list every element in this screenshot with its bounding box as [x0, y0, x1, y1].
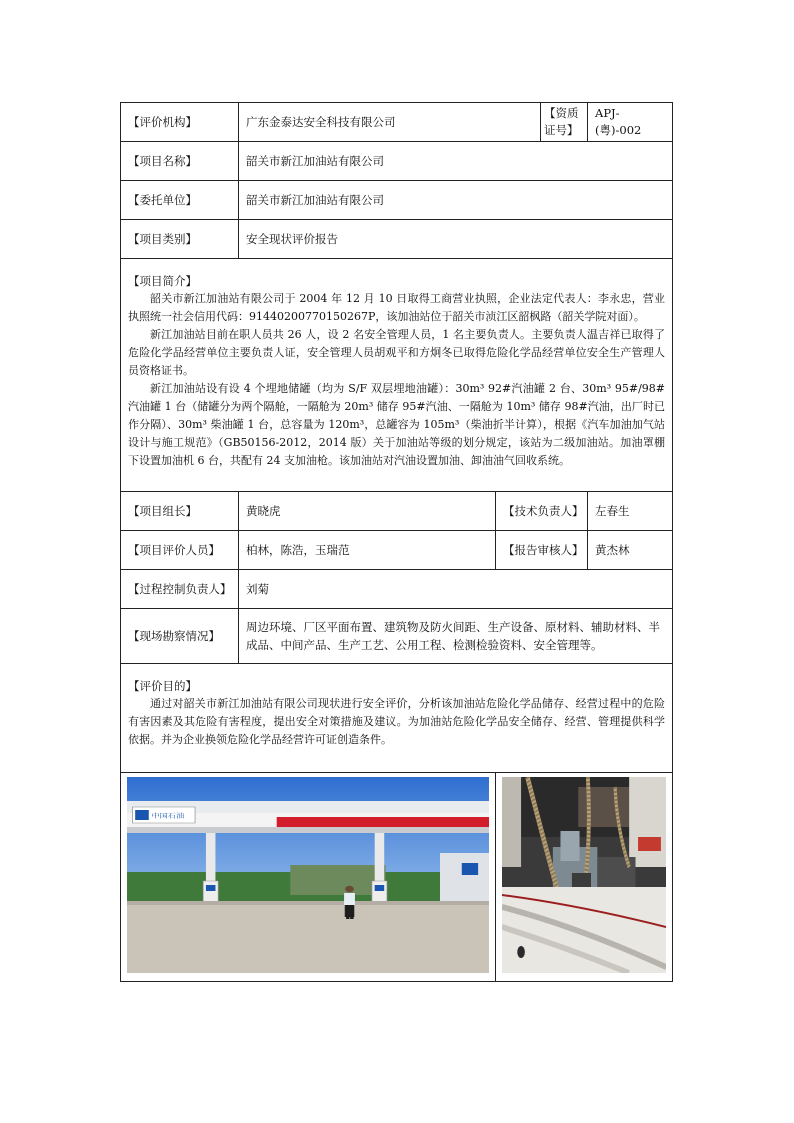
- intro-title: 【项目简介】: [128, 274, 197, 288]
- client-label: 【委托单位】: [121, 181, 239, 220]
- members-value: 柏林，陈浩，玉瑞范: [239, 531, 496, 570]
- photos-row: [121, 773, 673, 982]
- intro-row: [121, 259, 673, 492]
- org-row: [121, 103, 673, 142]
- control-row: [121, 570, 673, 609]
- members-row: [121, 531, 673, 570]
- brand-label: 中国石油: [151, 812, 185, 820]
- project-name-label: 【项目名称】: [121, 142, 239, 181]
- cert-label: 【资质证号】: [541, 103, 588, 142]
- intro-section: [121, 259, 673, 492]
- purpose-title: 【评价目的】: [128, 679, 197, 693]
- reviewer-label: 【报告审核人】: [496, 531, 588, 570]
- client-value: 韶关市新江加油站有限公司: [239, 181, 673, 220]
- report-page: [120, 102, 672, 982]
- leader-label: 【项目组长】: [121, 492, 239, 531]
- survey-value: 周边环境、厂区平面布置、建筑物及防火间距、生产设备、原材料、辅助材料、半成品、中间产品、生产工艺、公用工程、检测检验资料、安全管理等。: [239, 609, 673, 664]
- project-name-value: 韶关市新江加油站有限公司: [239, 142, 673, 181]
- purpose-text: 通过对韶关市新江加油站有限公司现状进行安全评价，分析该加油站危险化学品储存、经营过程中的危险有害因素及其危险有害程度，提出安全对策措施及建议。为加油站危险化学品安全储存、经营、管理提供科学依据。并为企业换领危险化学品经营许可证创造条件。: [128, 697, 666, 746]
- purpose-row: [121, 664, 673, 773]
- client-row: [121, 181, 673, 220]
- category-value: 安全现状评价报告: [239, 220, 673, 259]
- leader-row: [121, 492, 673, 531]
- members-label: 【项目评价人员】: [121, 531, 239, 570]
- control-label: 【过程控制负责人】: [121, 570, 239, 609]
- org-label: 【评价机构】: [121, 103, 239, 142]
- photo-left-cell: [121, 773, 496, 982]
- gas-station-photo: [127, 777, 489, 973]
- intro-paragraph-2: 新江加油站目前在职人员共 26 人，设 2 名安全管理人员，1 名主要负责人。主要负责人温吉祥已取得了危险化学品经营单位主要负责人证，安全管理人员胡观平和方炯冬已取得危险化学品经营单位安全生产管理人员资格证书。: [128, 328, 666, 377]
- purpose-section: [121, 664, 673, 773]
- leader-value: 黄晓虎: [239, 492, 496, 531]
- equipment-photo: [502, 777, 666, 973]
- intro-paragraph-3: 新江加油站设有设 4 个埋地储罐（均为 S/F 双层埋地油罐）：30m³ 92#汽油罐 2 台、30m³ 95#/98#汽油罐 1 台（储罐分为两个隔舱，一隔舱为 20m³ 储存 95#汽油、一隔舱为 10m³ 储存 98#汽油，出厂时已作分隔）、30m³ 柴油罐 1 台，总容量为 120m³，总罐容为 105m³（柴油折半计算），根据《汽车加油加气站设计与施工规范》（GB50156-2012，2014 版）关于加油站等级的划分规定，该站为二级加油站。加油罩棚下设置加油机 6 台，共配有 24 支加油枪。该加油站对汽油设置加油、卸油油气回收系统。: [128, 382, 666, 467]
- cert-value: APJ-(粤)-002: [588, 103, 673, 142]
- evaluation-info-table: [120, 102, 673, 982]
- tech-label: 【技术负责人】: [496, 492, 588, 531]
- category-row: [121, 220, 673, 259]
- category-label: 【项目类别】: [121, 220, 239, 259]
- tech-value: 左春生: [588, 492, 673, 531]
- reviewer-value: 黄杰林: [588, 531, 673, 570]
- org-value: 广东金泰达安全科技有限公司: [239, 103, 541, 142]
- control-value: 刘菊: [239, 570, 673, 609]
- project-name-row: [121, 142, 673, 181]
- survey-row: [121, 609, 673, 664]
- intro-paragraph-1: 韶关市新江加油站有限公司于 2004 年 12 月 10 日取得工商营业执照，企业法定代表人：李永忠，营业执照统一社会信用代码：91440200770150267P，该加油站位于韶关市浈江区韶枫路（韶关学院对面）。: [128, 292, 666, 323]
- survey-label: 【现场勘察情况】: [121, 609, 239, 664]
- photo-right-cell: [496, 773, 673, 982]
